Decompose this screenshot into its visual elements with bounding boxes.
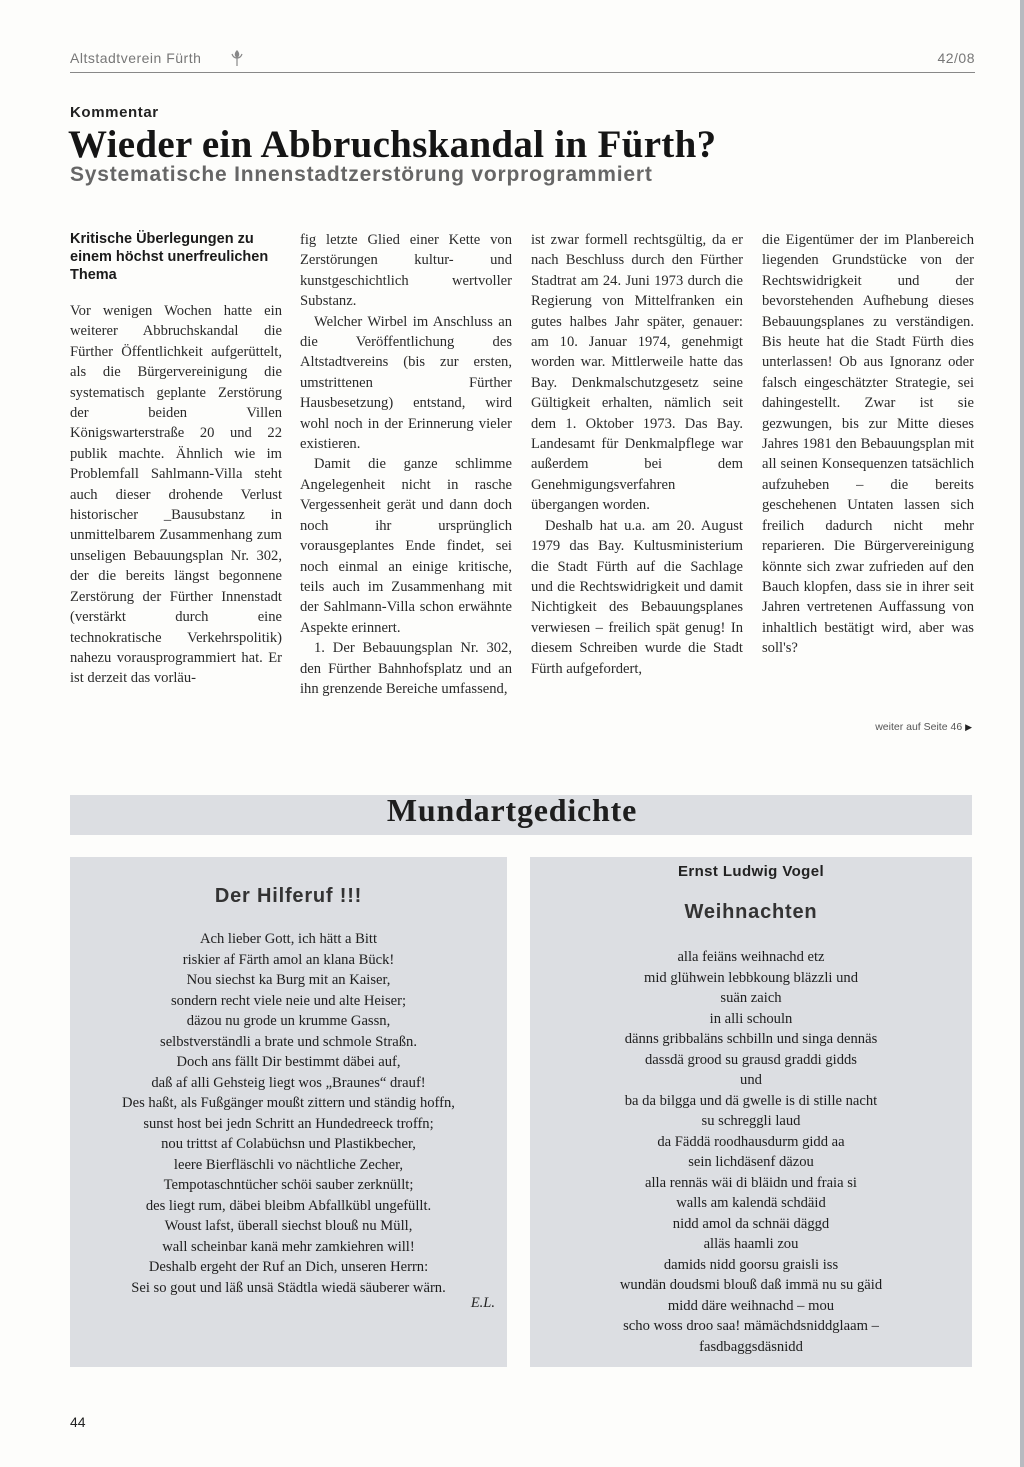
triangle-right-icon: ▶ <box>965 722 972 732</box>
page-edge-shadow <box>1020 0 1024 1467</box>
poem-line: alla feiäns weihnachd etz <box>677 949 825 965</box>
poem-line: fasdbaggsdäsnidd <box>699 1338 803 1355</box>
poem-line: Woust lafst, überall siechst blouß nu Müll, <box>164 1218 413 1234</box>
poem-title: Weihnachten <box>684 901 818 923</box>
article-subheadline: Systematische Innenstadtzerstörung vorprogrammiert <box>70 163 653 186</box>
poem-line: Sei so gout und läß unsä Städtla wiedä säuberer wärn. <box>131 1279 446 1296</box>
article-paragraph: Deshalb hat u.a. am 20. August 1979 das Bay. Kultusministerium die Stadt Fürth auf die Sachlage und die Rechtswidrigkeit und damit Nichtigkeit des Bebauungsplanes verwiesen – freilich spät genug! In diesem Schreiben wurde die Stadt Fürth aufgefordert, <box>531 517 743 677</box>
article-paragraph: 1. Der Bebauungsplan Nr. 302, den Fürther Bahnhofsplatz und an ihn grenzende Bereiche umfassend, <box>300 640 512 697</box>
article-kicker: Kommentar <box>70 104 159 121</box>
poem-line: dassdä grood su grausd graddi gidds <box>645 1051 857 1068</box>
poem-line: dänns gribbaläns schbilln und singa dennäs <box>624 1031 878 1047</box>
poem-line: wall scheinbar kanä mehr zamkiehren will! <box>162 1238 415 1255</box>
article-headline: Wieder ein Abbruchskandal in Fürth? <box>68 123 717 166</box>
poem-line: nou trittst af Colabüchsn und Plastikbecher, <box>161 1136 416 1152</box>
poem-line: wundän doudsmi blouß daß immä nu su gäid <box>619 1277 883 1293</box>
poem-line: sunst host bei jedn Schritt an Hundedreeck troffn; <box>143 1115 434 1132</box>
poem-line: und <box>740 1072 762 1088</box>
poem-line: des liegt rum, däbei bleibm Abfallkübl ungefüllt. <box>145 1197 432 1214</box>
poem-title: Der Hilferuf !!! <box>214 885 363 907</box>
article-column-4 <box>762 230 974 659</box>
page-header <box>70 48 975 73</box>
article-column-1 <box>70 230 282 689</box>
poem-line: daß af alli Gehsteig liegt wos „Braunes“ drauf! <box>151 1074 426 1091</box>
section-title: Mundartgedichte <box>386 792 638 828</box>
poem-line: riskier af Färth amol an klana Bück! <box>182 951 395 968</box>
poem-line: ba da bilgga und dä gwelle is di stille nacht <box>624 1092 878 1109</box>
poem-box-weihnachten <box>530 857 972 1367</box>
poem-line: Doch ans fällt Dir bestimmt däbei auf, <box>176 1054 401 1070</box>
continued-link[interactable] <box>875 721 972 733</box>
poem-line: scho woss droo saa! mämächdsniddglaam – <box>623 1318 879 1334</box>
poem-line: midd däre weihnachd – mou <box>667 1297 835 1314</box>
poem-line: sondern recht viele neie und alte Heiser; <box>170 992 407 1009</box>
poem-line: leere Bierfläschli vo nächtliche Zecher, <box>173 1156 404 1173</box>
poem-signature: E.L. <box>470 1295 495 1311</box>
poem-line: damids nidd goorsu graisli iss <box>663 1256 839 1273</box>
poem-line: mid glühwein lebbkoung bläzzli und <box>643 969 858 986</box>
poem-line: Tempotaschntücher schöi sauber zerknüllt; <box>163 1177 414 1193</box>
poem-line: nidd amol da schnäi däggd <box>672 1215 830 1232</box>
article-paragraph: Vor wenigen Wochen hatte ein weiterer Abbruchskandal die Fürther Öffentlichkeit aufgerüttelt, als die Bürgervereinigung die systematisch geplante Zerstörung der beiden Villen Königswarterstraße 20 und 22 publik machte. Ähnlich wie im Problemfall Sahlmann-Villa steht auch dieser drohende Verlust historischer _Bausubstanz in unmittelbarem Zusammenhang zum unseligen Bebauungsplan Nr. 302, der die bereits längst begonnene Zerstörung der Fürther Innenstadt (verstärkt durch eine technokratische Verkehrspolitik) nahezu vorausprogrammiert hat. Er ist derzeit das vorläu- <box>70 303 282 687</box>
article-column-3 <box>531 230 743 679</box>
article-paragraph: fig letzte Glied einer Kette von Zerstörungen kultur- und kunstgeschichtlich wertvoller Substanz. <box>300 232 512 310</box>
article-intro: Kritische Überlegungen zu einem höchst unerfreulichen Thema <box>70 231 269 283</box>
poem-line: däzou nu grode un krumme Gassn, <box>186 1013 391 1029</box>
poem-line: alla rennäs wäi di bläidn und fraia si <box>645 1174 857 1191</box>
article-paragraph: ist zwar formell rechtsgültig, da er nach Beschluss durch den Fürther Stadtrat am 24. Juni 1973 durch die Regierung von Mittelfranken ein gutes halbes Jahr später, genauer: am 10. Januar 1974, genehmigt worden war. Mittlerweile hatte das Bay. Denkmalschutzgesetz seine Gültigkeit erhalten, nämlich seit dem 1. Oktober 1973. Das Bay. Landesamt für Denkmalpflege war außerdem bei dem Genehmigungsverfahren übergangen worden. <box>531 232 743 514</box>
poem-line: suän zaich <box>720 990 782 1006</box>
poem-line: Deshalb ergeht der Ruf an Dich, unseren Herrn: <box>148 1259 429 1275</box>
poem-line: walls am kalendä schdäid <box>676 1195 826 1211</box>
article-paragraph: Welcher Wirbel im Anschluss an die Veröffentlichung des Altstadtvereins (bis zur ersten, umstrittenen Fürther Hausbesetzung) entstand, wird wohl noch in der Erinnerung vieler existieren. <box>300 313 512 453</box>
poem-line: su schreggli laud <box>701 1113 801 1129</box>
article-column-2 <box>300 230 512 699</box>
poem-line: in alli schouln <box>709 1010 793 1027</box>
publisher-name: Altstadtverein Fürth <box>70 50 202 66</box>
poem-box-hilferuf <box>70 857 507 1367</box>
poem-line: sein lichdäsenf däzou <box>688 1154 814 1170</box>
poem-author: Ernst Ludwig Vogel <box>677 863 825 880</box>
poem-line: alläs haamli zou <box>703 1236 799 1252</box>
fleur-logo-icon <box>230 48 244 68</box>
poem-line: Nou siechst ka Burg mit an Kaiser, <box>186 972 391 988</box>
article-paragraph: die Eigentümer der im Planbereich liegenden Grundstücke von der Rechtswidrigkeit und der bevorstehenden Aufhebung dieses Bebauungsplanes zu verständigen. Bis heute hat die Stadt Fürth dies unterlassen! Ob aus Ignoranz oder falsch eingeschätzter Strategie, sei dahingestellt. Zwar ist sie gezwungen, bis zur Mitte dieses Jahres 1981 den Bebauungsplan mit all seinen Konsequenzen tatsächlich aufzuheben – die bereits geschehenen Untaten lassen sich freilich dadurch nicht mehr reparieren. Die Bürgervereinigung könnte sich zwar zufrieden auf den Bauch klopfen, dass sie in ihrer seit Jahren vertretenen Auffassung von inhaltlich bestätigt wird, aber was soll's? <box>762 232 974 657</box>
page-number: 44 <box>70 1414 86 1430</box>
continued-label: weiter auf Seite 46 <box>875 721 963 733</box>
poem-body <box>70 929 507 1298</box>
poem-body <box>530 947 972 1357</box>
article-paragraph: Damit die ganze schlimme Angelegenheit nicht in rasche Vergessenheit gerät und dann doch noch ihr ursprünglich vorausgeplantes Ende findet, sei noch einmal an einige kritische, teils auch im Zusammenhang mit der Sahlmann-Villa schon erwähnte Aspekte erinnert. <box>300 456 512 636</box>
poem-line: da Fäddä roodhausdurm gidd aa <box>657 1133 845 1150</box>
poem-line: Des haßt, als Fußgänger moußt zittern und ständig hoffn, <box>122 1095 455 1111</box>
issue-number: 42/08 <box>937 50 975 66</box>
poem-line: Ach lieber Gott, ich hätt a Bitt <box>199 931 378 947</box>
poem-line: selbstverständli a brate und schmole Straßn. <box>160 1033 417 1050</box>
